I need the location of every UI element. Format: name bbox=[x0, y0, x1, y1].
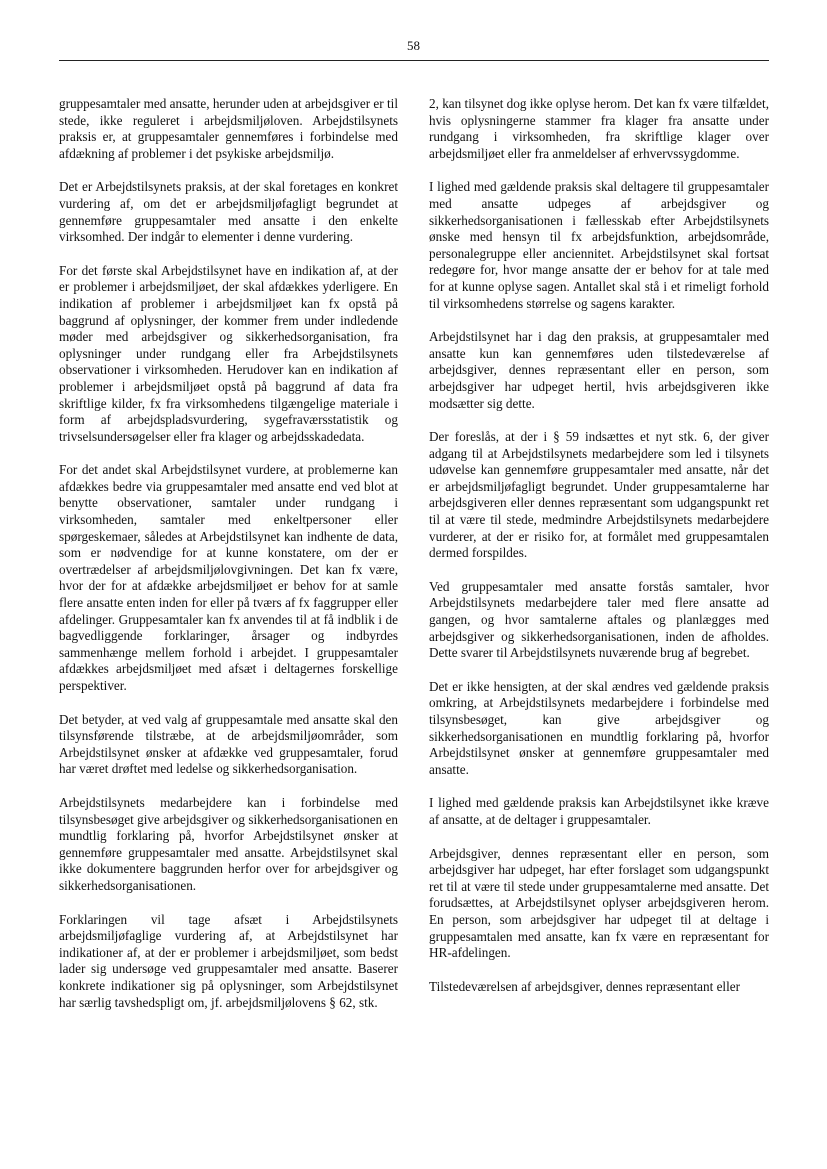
paragraph: For det første skal Arbejdstilsynet have en indikation af, at der er problemer i arbejdsmiljøet, der skal afdækkes yderligere. En indikation af problemer i arbejdsmiljøet kan fx opstå på baggrund af oplysninger, der kommer frem under indledende møder med arbejdsgiver og sikkerhedsorganisation, fra oplysninger under rundgang eller fra Arbejdstilsynets observationer i virksomheden. Herudover kan en indikation af problemer i arbejdsmiljøet opstå på baggrund af data fra skriftlige kilder, fx fra virksomhedens tilgængelige materiale i form af arbejdspladsvurdering, sygefraværsstatistik og trivselsundersøgelser eller fra klager og arbejdsskadedata. bbox=[59, 262, 398, 444]
paragraph: 2, kan tilsynet dog ikke oplyse herom. Det kan fx være tilfældet, hvis oplysningerne stammer fra klager fra ansatte under rundgang i virksomheden, fra skriftlige klager over arbejdsmiljøet eller fra anmeldelser af erhvervssygdomme. bbox=[429, 96, 769, 161]
paragraph: I lighed med gældende praksis kan Arbejdstilsynet ikke kræve af ansatte, at de deltager i gruppesamtaler. bbox=[429, 795, 769, 827]
right-column bbox=[429, 96, 769, 1012]
paragraph: I lighed med gældende praksis skal deltagere til gruppesamtaler med ansatte udpeges af arbejdsgiver og sikkerhedsorganisationen i fællesskab efter Arbejdstilsynets ønske med hensyn til fx arbejdsfunktion, arbejdsområde, personalegruppe eller anciennitet. Arbejdstilsynet skal fortsat redegøre for, hvor mange ansatte der er behov for at tale med for at kunne oplyse sagen. Antallet skal stå i et rimeligt forhold til virksomhedens størrelse og sagens karakter. bbox=[429, 179, 769, 311]
paragraph: gruppesamtaler med ansatte, herunder uden at arbejdsgiver er til stede, ikke reguleret i arbejdsmiljøloven. Arbejdstilsynets praksis er, at gruppesamtaler gennemføres i forbindelse med afdækning af problemer i det psykiske arbejdsmiljø. bbox=[59, 96, 398, 161]
paragraph: For det andet skal Arbejdstilsynet vurdere, at problemerne kan afdækkes bedre via gruppesamtaler med ansatte end ved blot at benytte observationer, samtaler under rundgang i virksomheden, samtaler med enkeltpersoner eller spørgeskemaer, således at Arbejdstilsynet kan indhente de data, som er nødvendige for at kunne konstatere, om der er overtrædelser af arbejdsmiljølovgivningen. Det kan fx være, hvor der for at afdække arbejdsmiljøet er behov for at samle flere ansatte enten inden for eller på tværs af fx faggrupper eller afdelinger. Gruppesamtaler kan fx anvendes til at få indblik i de bagvedliggende forklaringer, årsager og indbyrdes sammenhænge mellem forhold i arbejdet. I gruppesamtaler afdækkes arbejdsmiljøet med afsæt i deltagernes forskellige perspektiver. bbox=[59, 462, 398, 693]
paragraph: Det er ikke hensigten, at der skal ændres ved gældende praksis omkring, at Arbejdstilsynets medarbejdere i forbindelse med tilsynsbesøget, kan give arbejdsgiver og sikkerhedsorganisationen en mundtlig forklaring på, hvorfor Arbejdstilsynet ønsker at gennemføre gruppesamtaler med ansatte. bbox=[429, 678, 769, 777]
paragraph: Det betyder, at ved valg af gruppesamtale med ansatte skal den tilsynsførende tilstræbe, at de arbejdsmiljøområder, som Arbejdstilsynet ønsker at afdække ved gruppesamtaler, forud har været drøftet med ledelse og sikkerhedsorganisation. bbox=[59, 711, 398, 777]
paragraph: Det er Arbejdstilsynets praksis, at der skal foretages en konkret vurdering af, om det er arbejdsmiljøfagligt begrundet at gennemføre gruppesamtaler med ansatte i den enkelte virksomhed. Der indgår to elementer i denne vurdering. bbox=[59, 179, 398, 245]
page-number: 58 bbox=[407, 38, 420, 53]
paragraph: Ved gruppesamtaler med ansatte forstås samtaler, hvor Arbejdstilsynets medarbejdere taler med flere ansatte ad gangen, og hvor samtalerne aftales og planlægges med arbejdsgiver og sikkerhedsorganisationen, inden de afholdes. Dette svarer til Arbejdstilsynets nuværende brug af begrebet. bbox=[429, 578, 769, 661]
left-column bbox=[59, 96, 398, 1028]
paragraph: Arbejdsgiver, dennes repræsentant eller en person, som arbejdsgiver har udpeget, har efter forslaget som udgangspunkt ret til at være til stede under gruppesamtalerne med ansatte. Det forudsættes, at Arbejdstilsynet oplyser arbejdsgiveren herom. En person, som arbejdsgiver har udpeget til at deltage i gruppesamtalen med ansatte, kan fx være en repræsentant for HR-afdelingen. bbox=[429, 845, 769, 961]
paragraph: Der foreslås, at der i § 59 indsættes et nyt stk. 6, der giver adgang til at Arbejdstilsynets medarbejdere som led i tilsynets udøvelse kan gennemføre gruppesamtaler med ansatte, når det er arbejdsmiljøfagligt begrundet. Under gruppesamtalerne har arbejdsgiveren eller dennes repræsentant som udgangspunkt ret til at være til stede, medmindre Arbejdstilsynets medarbejdere vurderer, at der er risiko for, at formålet med gruppesamtalen dermed forspildes. bbox=[429, 429, 769, 561]
paragraph: Arbejdstilsynet har i dag den praksis, at gruppesamtaler med ansatte kun kan gennemføres uden tilstedeværelse af arbejdsgiver, dennes repræsentant eller en person, som arbejdsgiver har udpeget hertil, hvis arbejdsgiveren ikke modsætter sig dette. bbox=[429, 329, 769, 411]
paragraph: Forklaringen vil tage afsæt i Arbejdstilsynets arbejdsmiljøfaglige vurdering af, at Arbejdstilsynet har indikationer af, at der er problemer i arbejdsmiljøet, som bedst lader sig undersøge ved gruppesamtaler med ansatte. Baserer konkrete indikationer sig på oplysninger, som Arbejdstilsynet har særlig tavshedspligt om, jf. arbejdsmiljølovens § 62, stk. bbox=[59, 911, 398, 1010]
paragraph: Tilstedeværelsen af arbejdsgiver, dennes repræsentant eller bbox=[429, 978, 740, 994]
paragraph: Arbejdstilsynets medarbejdere kan i forbindelse med tilsynsbesøget give arbejdsgiver og sikkerhedsorganisationen en mundtlig forklaring på, hvorfor Arbejdstilsynet ønsker at gennemføre gruppesamtaler med ansatte. Arbejdstilsynet skal ikke dokumentere baggrunden herfor over for arbejdsgiver og sikkerhedsorganisationen. bbox=[59, 794, 398, 893]
header-rule bbox=[59, 60, 769, 61]
